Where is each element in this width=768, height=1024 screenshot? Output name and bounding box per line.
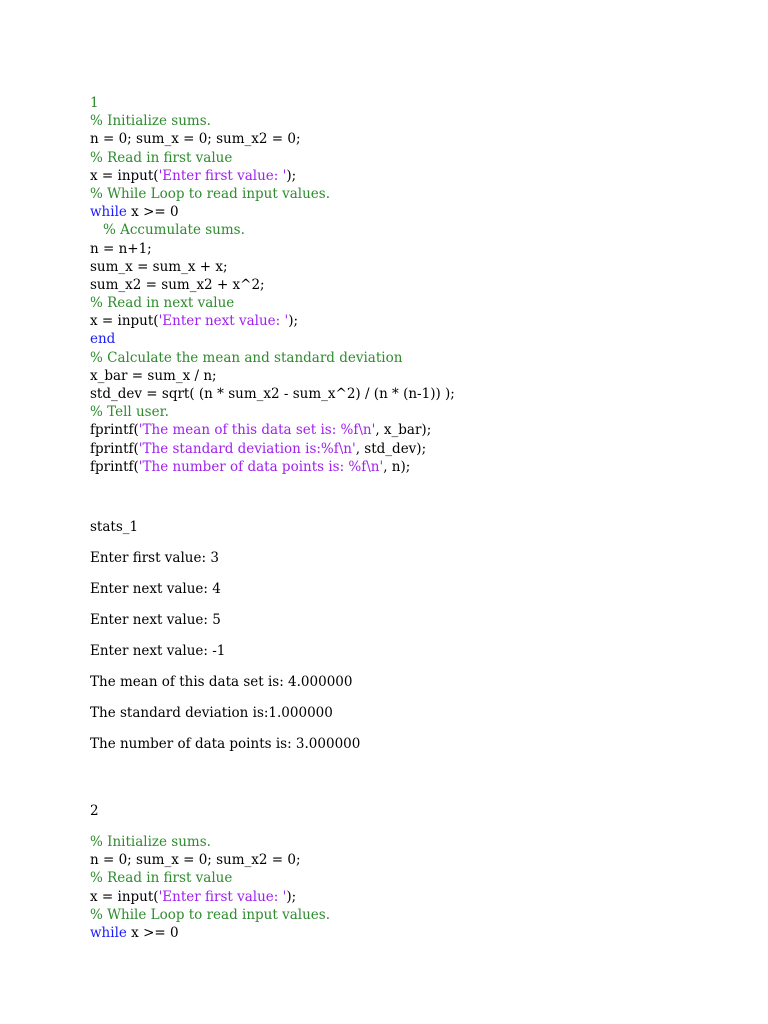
- code-comment: % Initialize sums.: [90, 113, 211, 130]
- code-line: n = 0; sum_x = 0; sum_x2 = 0;: [90, 852, 301, 869]
- spacer: [90, 476, 730, 518]
- code-line: x = input('Enter first value: ');: [90, 167, 297, 184]
- code-comment: % Read in first value: [90, 870, 233, 887]
- spacer: [90, 788, 730, 802]
- code-line: n = 0; sum_x = 0; sum_x2 = 0;: [90, 131, 301, 148]
- code-comment: % Read in first value: [90, 149, 233, 166]
- code-keyword: while: [90, 204, 127, 221]
- output-line: The number of data points is: 3.000000: [90, 735, 361, 752]
- code-string: 'The number of data points is: %f\n': [138, 458, 384, 475]
- code-line: n = n+1;: [90, 240, 152, 257]
- code-comment: % Accumulate sums.: [103, 222, 245, 239]
- code-string: 'The standard deviation is:%f\n': [138, 440, 356, 457]
- code-comment: % Read in next value: [90, 295, 235, 312]
- code-comment: % Calculate the mean and standard deviation: [90, 349, 403, 366]
- code-comment: % Initialize sums.: [90, 833, 211, 850]
- document-body: [90, 94, 730, 942]
- spacer: [90, 766, 730, 788]
- code-line: while x >= 0: [90, 924, 179, 941]
- output-line: Enter next value: 5: [90, 611, 221, 628]
- output-line: stats_1: [90, 518, 139, 535]
- code-string: 'Enter first value: ': [158, 167, 287, 184]
- code-line: fprintf('The mean of this data set is: %f\n', x_bar);: [90, 422, 432, 439]
- code-comment: % While Loop to read input values.: [90, 185, 330, 202]
- code-line: x_bar = sum_x / n;: [90, 367, 217, 384]
- code-comment: % Tell user.: [90, 404, 169, 421]
- code-line: sum_x = sum_x + x;: [90, 258, 228, 275]
- code-line: x = input('Enter first value: ');: [90, 888, 297, 905]
- section-number: 2: [90, 802, 99, 819]
- output-line: The mean of this data set is: 4.000000: [90, 673, 353, 690]
- code-comment: % While Loop to read input values.: [90, 906, 330, 923]
- code-string: 'Enter first value: ': [158, 888, 287, 905]
- code-line: std_dev = sqrt( (n * sum_x2 - sum_x^2) / (n * (n-1)) );: [90, 386, 455, 402]
- code-line: x = input('Enter next value: ');: [90, 313, 299, 330]
- code-keyword: while: [90, 924, 127, 941]
- code-keyword: end: [90, 331, 116, 348]
- code-line: fprintf('The number of data points is: %f\n', n);: [90, 458, 411, 475]
- output-line: Enter next value: -1: [90, 642, 226, 659]
- output-line: Enter first value: 3: [90, 549, 219, 566]
- output-line: The standard deviation is:1.000000: [90, 704, 333, 721]
- code-string: 'Enter next value: ': [158, 313, 289, 330]
- code-line: while x >= 0: [90, 204, 179, 221]
- code-line: sum_x2 = sum_x2 + x^2;: [90, 276, 265, 293]
- output-line: Enter next value: 4: [90, 580, 221, 597]
- section-number: 1: [90, 95, 99, 111]
- code-string: 'The mean of this data set is: %f\n': [138, 422, 376, 439]
- code-line: fprintf('The standard deviation is:%f\n', std_dev);: [90, 440, 427, 457]
